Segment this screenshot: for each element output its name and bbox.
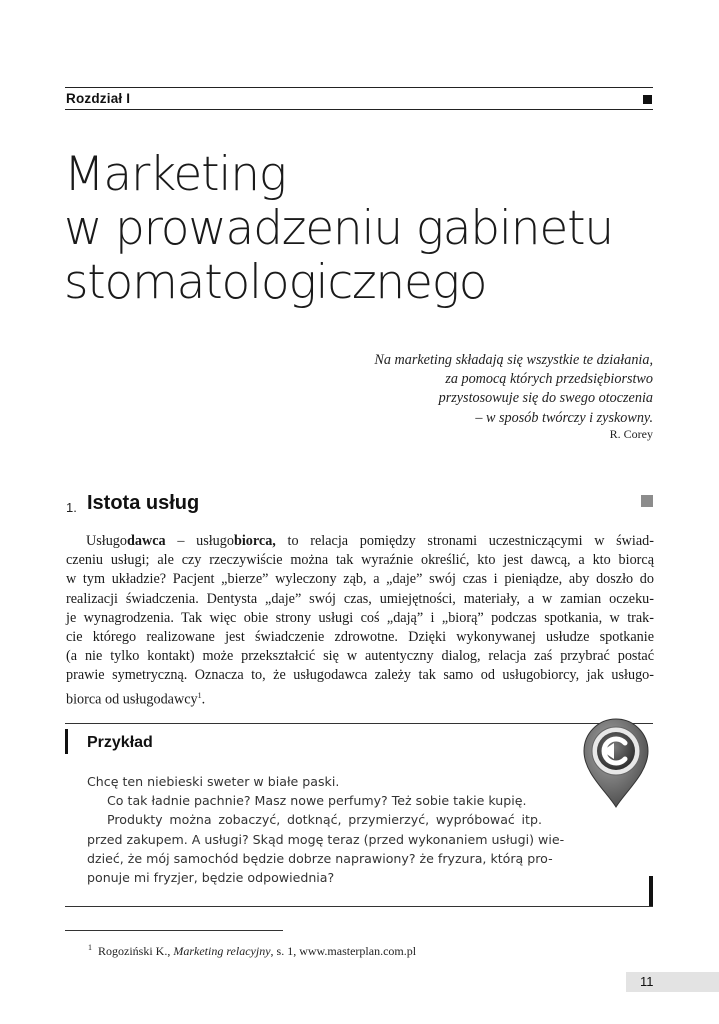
header-top-rule bbox=[65, 87, 653, 88]
example-line: Co tak ładnie pachnie? Masz nowe perfumy? Też sobie takie kupię. bbox=[107, 793, 527, 809]
example-line: Produkty można zobaczyć, dotknąć, przymierzyć, wypróbować itp. bbox=[107, 812, 542, 828]
header-square-icon bbox=[643, 95, 652, 104]
bold-term: biorca, bbox=[233, 533, 276, 549]
body-line: je wynagrodzenia. Tak więc obie strony usługi coś „dają” i „biorą” podczas spotkania, w trak- bbox=[66, 609, 654, 626]
example-title: Przykład bbox=[87, 734, 153, 751]
body-paragraph bbox=[66, 532, 654, 710]
footnote-number: 1 bbox=[88, 943, 92, 952]
body-line: (a nie tylko kontakt) może przekształcić się w autentyczny dialog, relacja zaś przybrać postać bbox=[66, 648, 654, 665]
footnote-ref[interactable]: 1 bbox=[197, 690, 202, 700]
section-square-icon bbox=[641, 495, 653, 507]
text-span: Usługo bbox=[86, 533, 127, 549]
example-top-rule bbox=[65, 723, 653, 724]
example-line: Chcę ten niebieski sweter w białe paski. bbox=[87, 774, 340, 789]
section-title: Istota usług bbox=[87, 492, 200, 514]
bold-term: dawca bbox=[127, 533, 166, 549]
body-line bbox=[66, 532, 654, 551]
footnote-book: Marketing relacyjny bbox=[173, 944, 271, 958]
example-left-bar bbox=[65, 729, 68, 754]
epigraph-author: R. Corey bbox=[609, 427, 653, 441]
body-line: prawie symetryczną. Oznacza to, że usługodawca zależy tak samo od usługobiorcy, jak usługo- bbox=[66, 667, 654, 684]
footnote-rule bbox=[65, 930, 283, 931]
example-text bbox=[87, 772, 565, 887]
example-line: ponuje mi fryzjer, będzie odpowiednia? bbox=[87, 870, 335, 886]
footnote-rest: , s. 1, www.masterplan.com.pl bbox=[270, 944, 417, 958]
header-bottom-rule bbox=[65, 109, 653, 110]
example-line: przed zakupem. A usługi? Skąd mogę teraz (przed wykonaniem usługi) wie- bbox=[87, 831, 565, 847]
title-line: Marketing bbox=[64, 147, 286, 202]
epigraph-line: za pomocą których przedsiębiorstwo bbox=[445, 371, 653, 388]
epigraph bbox=[293, 351, 653, 428]
page-number: 11 bbox=[640, 974, 654, 989]
title-line: w prowadzeniu gabinetu bbox=[64, 201, 613, 256]
chapter-label: Rozdział I bbox=[66, 91, 131, 106]
body-line: cie którego realizowane jest świadczenie zdrowotne. Dzięki wykonywanej usłudze spotkanie bbox=[66, 629, 654, 646]
body-line: czeniu usługi; ale czy rzeczywiście można tak wyraźnie określić, kto jest dawcą, a kto biorcą bbox=[66, 552, 654, 569]
text-span: – usługo bbox=[165, 533, 234, 549]
body-line: realizacji świadczenia. Dentysta „daje” swój czas, umiejętności, materiały, a w zamian oczeku- bbox=[66, 590, 654, 607]
title-line: stomatologicznego bbox=[64, 255, 487, 310]
example-right-bar bbox=[649, 876, 653, 906]
example-line: dzieć, że mój samochód będzie dobrze naprawiony? że fryzura, którą pro- bbox=[87, 850, 553, 866]
body-line: w tym układzie? Pacjent „bierze” wyleczony ząb, a „daje” swój czas i pieniądze, aby doszło do bbox=[66, 571, 654, 588]
footnote bbox=[88, 943, 416, 959]
map-pin-arrow-icon bbox=[576, 715, 656, 810]
section-number: 1. bbox=[66, 500, 77, 515]
text-span: biorca od usługodawcy bbox=[66, 691, 198, 708]
epigraph-line: Na marketing składają się wszystkie te działania, bbox=[374, 352, 653, 368]
epigraph-line: – w sposób twórczy i zyskowny. bbox=[475, 409, 653, 426]
text-span: . bbox=[201, 691, 206, 708]
text-span: to relacja pomiędzy stronami uczestniczącymi w świad- bbox=[275, 533, 654, 549]
footnote-author: Rogoziński K., bbox=[98, 944, 174, 958]
chapter-title bbox=[64, 148, 664, 310]
example-bottom-rule bbox=[65, 906, 653, 907]
epigraph-line: przystosowuje się do swego otoczenia bbox=[438, 390, 653, 407]
body-line bbox=[66, 686, 654, 710]
